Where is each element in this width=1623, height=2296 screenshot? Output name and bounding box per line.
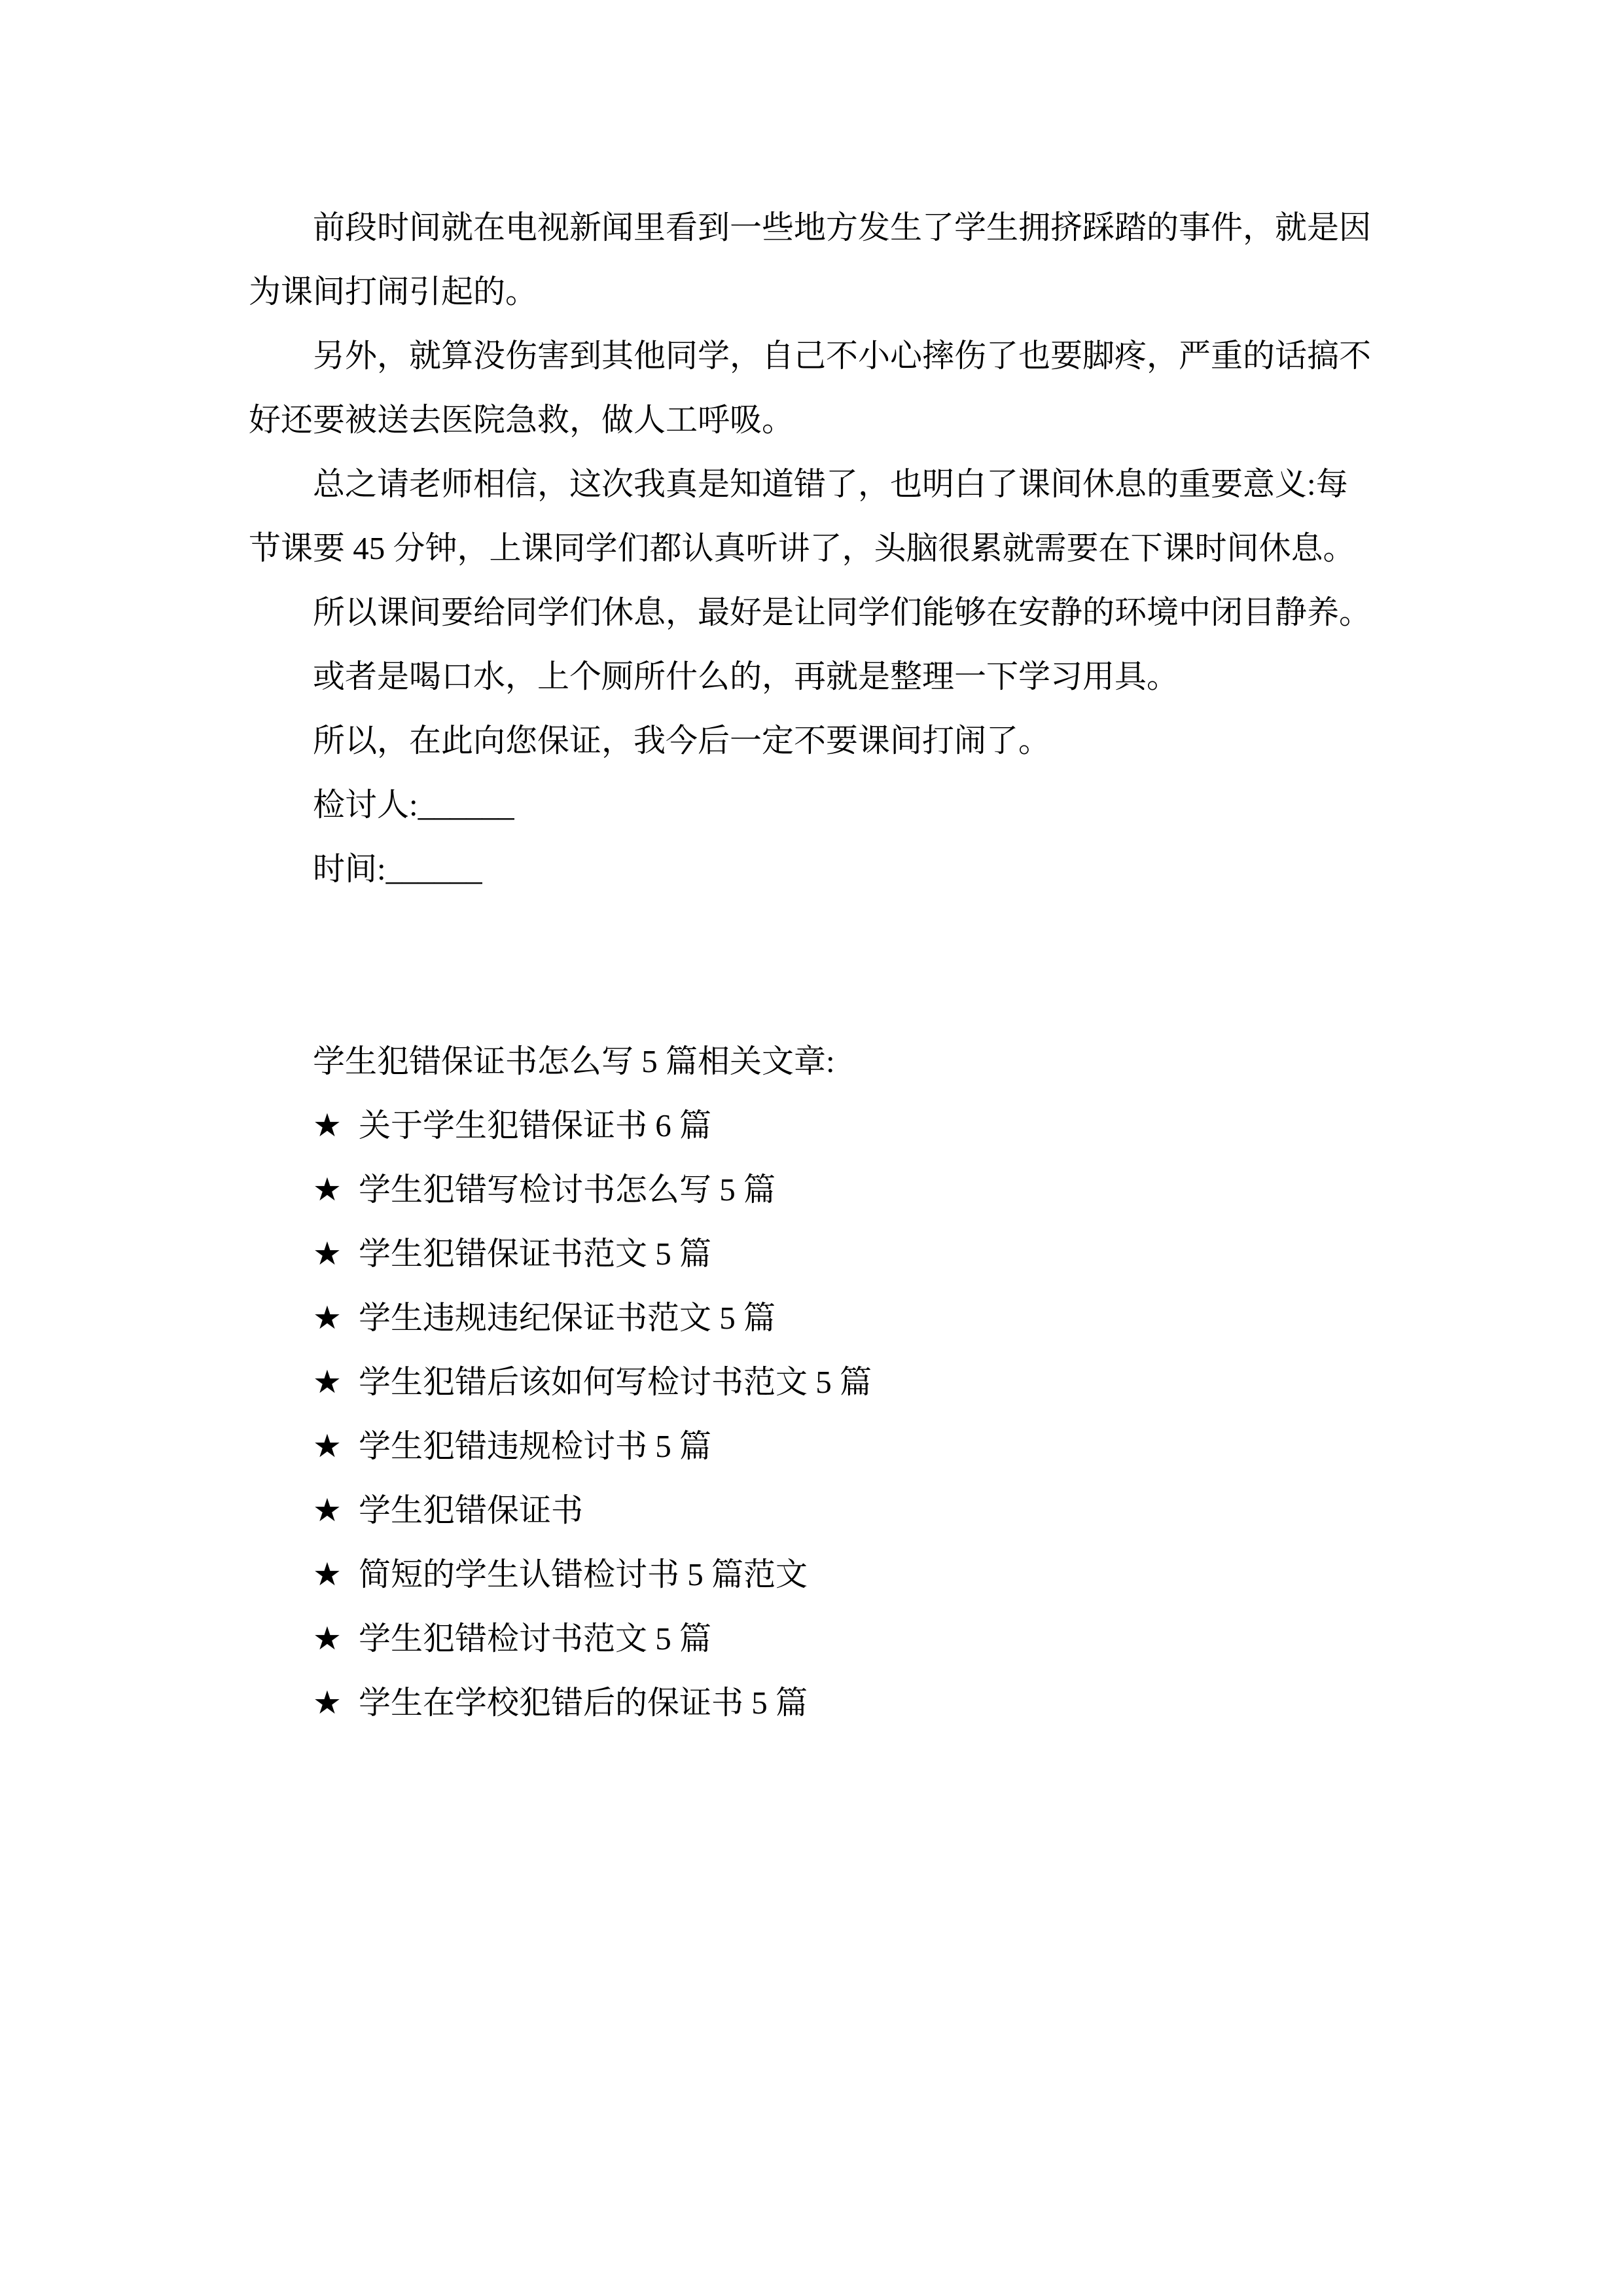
related-article-title: 学生犯错保证书范文 5 篇 [358, 1236, 711, 1272]
text-line: 所以课间要给同学们休息，最好是让同学们能够在安静的环境中闭目静养。 [313, 594, 1372, 630]
star-icon: ★ [313, 1427, 342, 1465]
related-article-item [249, 1607, 1374, 1671]
related-article-title: 简短的学生认错检讨书 5 篇范文 [358, 1556, 808, 1592]
star-icon: ★ [313, 1556, 342, 1593]
star-icon: ★ [313, 1363, 342, 1401]
related-article-title: 学生犯错违规检讨书 5 篇 [358, 1428, 711, 1464]
paragraph [249, 452, 1374, 581]
text-line: 前段时间就在电视新闻里看到一些地方发生了学生拥挤踩踏的事件，就是因 [313, 209, 1372, 245]
paragraph [249, 709, 1374, 773]
related-article-item [249, 1286, 1374, 1350]
document-body [249, 196, 1374, 901]
related-article-title: 学生犯错检讨书范文 5 篇 [358, 1621, 711, 1657]
related-articles-section [249, 1030, 1374, 1735]
related-article-title: 学生犯错写检讨书怎么写 5 篇 [358, 1172, 776, 1208]
paragraph [249, 645, 1374, 709]
text-line: 所以，在此向您保证，我今后一定不要课间打闹了。 [313, 723, 1051, 759]
related-article-item [249, 1350, 1374, 1414]
related-article-title: 关于学生犯错保证书 6 篇 [358, 1107, 711, 1143]
related-article-item [249, 1094, 1374, 1158]
related-articles-list [249, 1094, 1374, 1735]
related-article-item [249, 1671, 1374, 1735]
related-article-item [249, 1543, 1374, 1607]
text-line: 节课要 45 分钟，上课同学们都认真听讲了，头脑很累就需要在下课时间休息。 [249, 530, 1355, 566]
star-icon: ★ [313, 1235, 342, 1272]
star-icon: ★ [313, 1684, 342, 1721]
text-line: 总之请老师相信，这次我真是知道错了，也明白了课间休息的重要意义:每 [313, 466, 1348, 502]
text-line: 好还要被送去医院急救，做人工呼吸。 [249, 402, 794, 438]
related-article-item [249, 1479, 1374, 1543]
related-article-title: 学生在学校犯错后的保证书 5 篇 [358, 1685, 808, 1721]
text-line: 时间:______ [313, 851, 482, 887]
text-line: 或者是喝口水，上个厕所什么的，再就是整理一下学习用具。 [313, 658, 1179, 694]
text-line: 另外，就算没伤害到其他同学，自己不小心摔伤了也要脚疼，严重的话搞不 [313, 338, 1372, 374]
paragraph [249, 324, 1374, 452]
star-icon: ★ [313, 1492, 342, 1529]
paragraph [249, 837, 1374, 901]
star-icon: ★ [313, 1171, 342, 1208]
related-article-title: 学生犯错保证书 [358, 1492, 583, 1528]
related-article-item [249, 1222, 1374, 1286]
text-line: 检讨人:______ [313, 787, 514, 823]
related-article-item [249, 1158, 1374, 1222]
related-article-item [249, 1414, 1374, 1479]
paragraph [249, 581, 1374, 645]
paragraph [249, 773, 1374, 837]
related-articles-heading: 学生犯错保证书怎么写 5 篇相关文章: [313, 1043, 835, 1079]
related-article-title: 学生犯错后该如何写检讨书范文 5 篇 [358, 1364, 872, 1400]
star-icon: ★ [313, 1299, 342, 1336]
related-article-title: 学生违规违纪保证书范文 5 篇 [358, 1300, 776, 1336]
paragraph [249, 196, 1374, 324]
text-line: 为课间打闹引起的。 [249, 274, 538, 310]
star-icon: ★ [313, 1107, 342, 1144]
star-icon: ★ [313, 1620, 342, 1657]
